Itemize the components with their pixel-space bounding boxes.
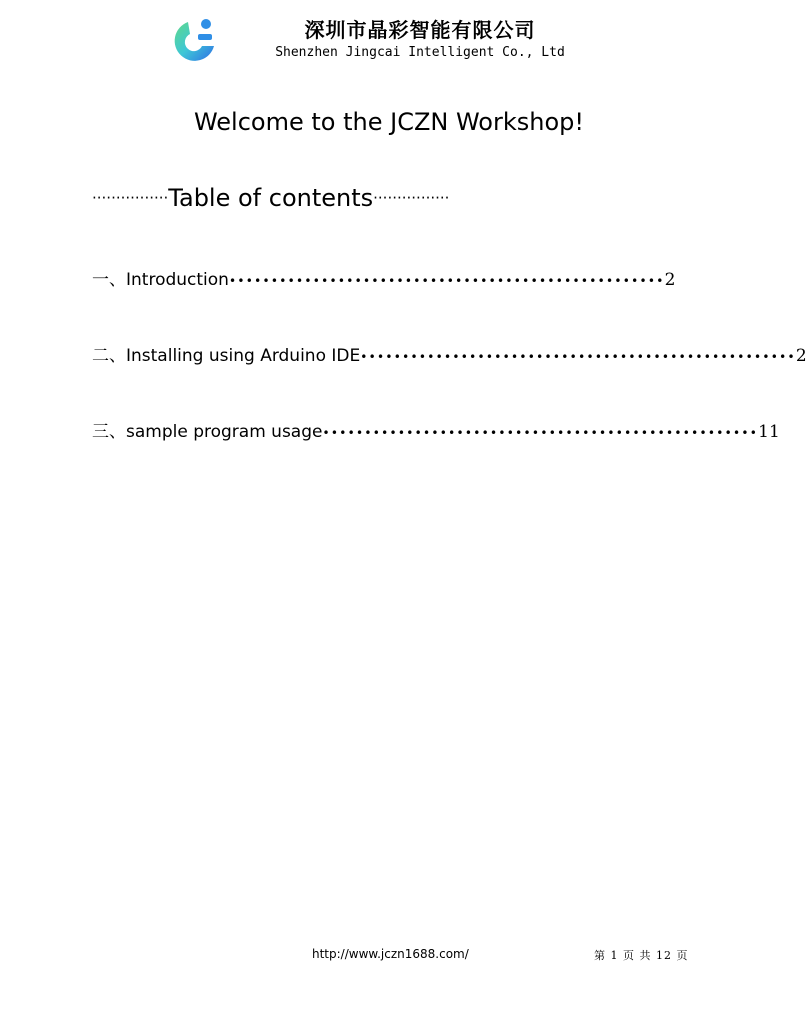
page-title: Welcome to the JCZN Workshop! bbox=[193, 108, 585, 136]
toc-entry-leader: •••••••••••••••••••••••••••••••••••••••••••••••••••• bbox=[322, 426, 759, 440]
toc-entry-sample-program[interactable] bbox=[92, 417, 780, 442]
toc-entry-page: 2 bbox=[795, 346, 807, 366]
company-name-cn: 深圳市晶彩智能有限公司 bbox=[304, 18, 536, 42]
jczn-logo-icon bbox=[166, 16, 220, 66]
toc-heading bbox=[92, 184, 449, 212]
toc-entry-label: 二、Installing using Arduino IDE bbox=[92, 346, 361, 366]
toc-heading-dots-right: ················ bbox=[373, 189, 450, 207]
toc-entry-installing[interactable] bbox=[92, 341, 807, 366]
company-logo bbox=[166, 16, 220, 66]
footer-url-link[interactable]: http://www.jczn1688.com/ bbox=[312, 947, 469, 961]
toc-entry-leader: •••••••••••••••••••••••••••••••••••••••••••••••••••• bbox=[360, 350, 796, 364]
toc-heading-dots-left: ················ bbox=[92, 189, 169, 207]
toc-heading-label: Table of contents bbox=[168, 184, 374, 212]
toc-entry-page: 11 bbox=[758, 422, 780, 442]
footer-page-info: 第 1 页 共 12 页 bbox=[594, 949, 689, 962]
toc-entry-leader: •••••••••••••••••••••••••••••••••••••••••••••••••••• bbox=[228, 274, 665, 288]
toc-entry-label: 一、Introduction bbox=[92, 270, 229, 290]
company-name-en: Shenzhen Jingcai Intelligent Co., Ltd bbox=[275, 45, 565, 60]
toc-entry-label: 三、sample program usage bbox=[92, 422, 323, 442]
toc-entry-introduction[interactable] bbox=[92, 265, 676, 290]
toc-entry-page: 2 bbox=[664, 270, 676, 290]
